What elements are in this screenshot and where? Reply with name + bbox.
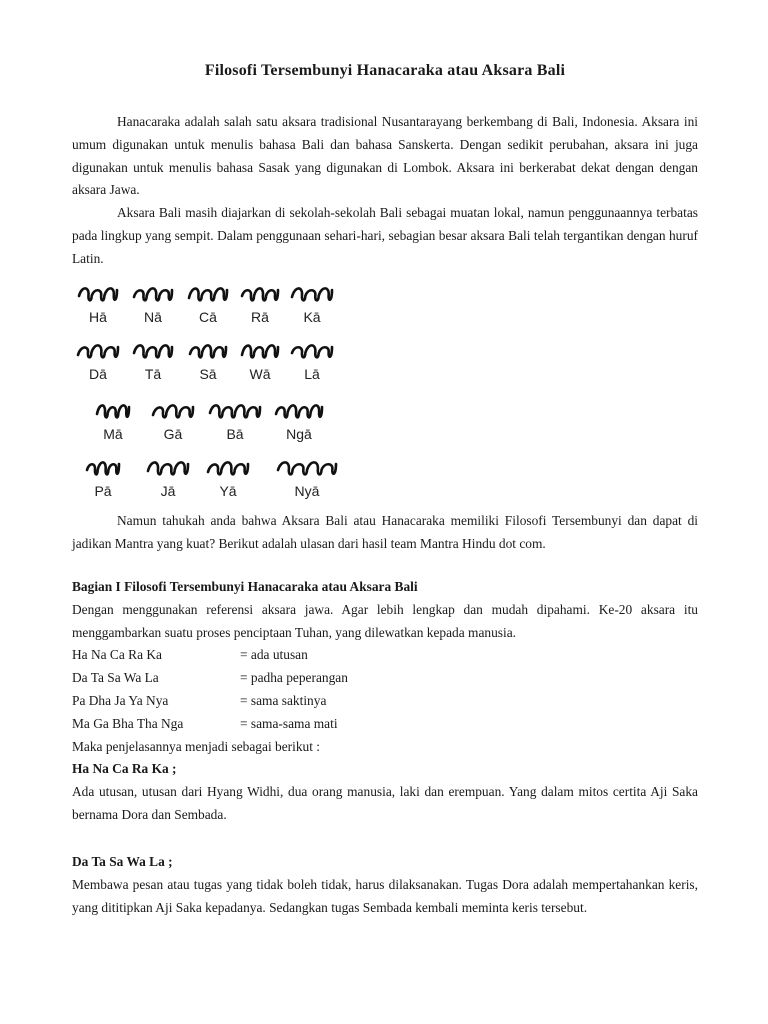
script-character <box>204 401 266 442</box>
intro-paragraph: Hanacaraka adalah salah satu aksara tradisional Nusantarayang berkembang di Bali, Indonesia. Aksara ini umum digunakan untuk menulis bahasa Bali dan bahasa Sanskerta. Dengan sedikit perubahan, aksara ini juga digunakan untuk menulis bahasa Sasak yang digunakan di Lombok. Aksara ini berkerabat dekat dengan dengan aksara Jawa. <box>72 114 698 198</box>
script-character <box>142 458 194 499</box>
script-character <box>182 284 234 325</box>
section-two <box>72 851 698 919</box>
latin-transliteration: Hā <box>89 309 107 325</box>
script-character <box>127 341 179 382</box>
script-character <box>72 284 124 325</box>
latin-transliteration: Mā <box>103 426 123 442</box>
balinese-glyph-icon <box>72 284 124 308</box>
latin-transliteration: Sā <box>199 366 217 382</box>
subsection-da-ta-sa-wa-la-text: Membawa pesan atau tugas yang tidak boleh tidak, harus dilaksanakan. Tugas Dora adalah mempertahankan keris, yang dititipkan Aji Saka kepadanya. Sedangkan tugas Sembada kembali meminta keris tersebut. <box>72 876 698 915</box>
meaning-syllables: Ma Ga Bha Tha Nga <box>72 715 184 731</box>
script-character <box>77 458 129 499</box>
balinese-glyph-icon <box>272 458 342 482</box>
balinese-glyph-icon <box>202 458 254 482</box>
latin-transliteration: Jā <box>160 483 176 499</box>
document-title: Filosofi Tersembunyi Hanacaraka atau Aksara Bali <box>204 62 566 79</box>
meaning-text: = padha peperangan <box>240 670 348 686</box>
script-character <box>72 341 124 382</box>
script-character <box>270 401 328 442</box>
balinese-glyph-icon <box>182 341 234 365</box>
script-character <box>127 284 179 325</box>
meaning-text: = sama saktinya <box>240 692 327 708</box>
meaning-text: = sama-sama mati <box>240 715 338 731</box>
latin-transliteration: Bā <box>226 426 244 442</box>
script-character <box>286 284 338 325</box>
latin-transliteration: Tā <box>144 366 162 382</box>
latin-transliteration: Cā <box>199 309 217 325</box>
script-character <box>87 401 139 442</box>
subsection-da-ta-sa-wa-la-heading: Da Ta Sa Wa La ; <box>72 854 173 869</box>
third-paragraph: Namun tahukah anda bahwa Aksara Bali atau Hanacaraka memiliki Filosofi Tersembunyi dan dapat di jadikan Mantra yang kuat? Berikut adalah ulasan dari hasil team Mantra Hindu dot com. <box>72 513 698 551</box>
latin-transliteration: Ngā <box>286 426 312 442</box>
section-one <box>72 576 698 827</box>
meaning-row <box>72 644 698 667</box>
balinese-glyph-icon <box>234 284 286 308</box>
script-character <box>182 341 234 382</box>
script-character <box>272 458 342 499</box>
subsection-ha-na-ca-ra-ka-heading: Ha Na Ca Ra Ka ; <box>72 761 177 777</box>
balinese-glyph-icon <box>182 284 234 308</box>
section-one-intro: Dengan menggunakan referensi aksara jawa. Agar lebih lengkap dan mudah dipahami. Ke-20 aksara itu menggambarkan suatu proses penciptaan Tuhan, yang dilewatkan kepada manusia. <box>72 601 698 640</box>
meaning-text: = ada utusan <box>240 647 308 663</box>
latin-transliteration: Kā <box>303 309 321 325</box>
latin-transliteration: Wā <box>249 366 271 382</box>
balinese-glyph-icon <box>286 341 338 365</box>
balinese-glyph-icon <box>142 458 194 482</box>
balinese-glyph-icon <box>87 401 139 425</box>
balinese-script-chart <box>72 284 372 499</box>
second-paragraph: Aksara Bali masih diajarkan di sekolah-sekolah Bali sebagai muatan lokal, namun penggunaannya terbatas pada lingkup yang sempit. Dalam penggunaan sehari-hari, sebagian besar aksara Bali telah tergantikan dengan huruf Latin. <box>72 205 698 266</box>
meaning-row <box>72 713 698 736</box>
balinese-glyph-icon <box>127 341 179 365</box>
script-character <box>234 341 286 382</box>
latin-transliteration: Nā <box>144 309 162 325</box>
latin-transliteration: Nyā <box>294 483 320 499</box>
balinese-glyph-icon <box>286 284 338 308</box>
explanation-intro: Maka penjelasannya menjadi sebagai berikut : <box>72 738 321 754</box>
balinese-glyph-icon <box>234 341 286 365</box>
meaning-syllables: Pa Dha Ja Ya Nya <box>72 692 169 708</box>
balinese-glyph-icon <box>77 458 129 482</box>
meanings-list <box>72 644 698 735</box>
subsection-ha-na-ca-ra-ka-text: Ada utusan, utusan dari Hyang Widhi, dua orang manusia, laki dan erempuan. Yang dalam mitos certita Aji Saka bernama Dora dan Sembada. <box>72 784 698 822</box>
script-character <box>234 284 286 325</box>
meaning-syllables: Ha Na Ca Ra Ka <box>72 647 162 663</box>
latin-transliteration: Lā <box>304 366 320 382</box>
balinese-glyph-icon <box>204 401 266 425</box>
latin-transliteration: Rā <box>251 309 269 325</box>
balinese-glyph-icon <box>270 401 328 425</box>
meaning-row <box>72 690 698 713</box>
meaning-syllables: Da Ta Sa Wa La <box>72 670 159 686</box>
script-character <box>202 458 254 499</box>
latin-transliteration: Pā <box>94 483 112 499</box>
latin-transliteration: Yā <box>219 483 237 499</box>
section-one-heading: Bagian I Filosofi Tersembunyi Hanacaraka atau Aksara Bali <box>72 579 418 594</box>
latin-transliteration: Dā <box>89 366 107 382</box>
balinese-glyph-icon <box>127 284 179 308</box>
script-character <box>147 401 199 442</box>
balinese-glyph-icon <box>147 401 199 425</box>
latin-transliteration: Gā <box>163 426 183 442</box>
meaning-row <box>72 667 698 690</box>
balinese-glyph-icon <box>72 341 124 365</box>
script-character <box>286 341 338 382</box>
